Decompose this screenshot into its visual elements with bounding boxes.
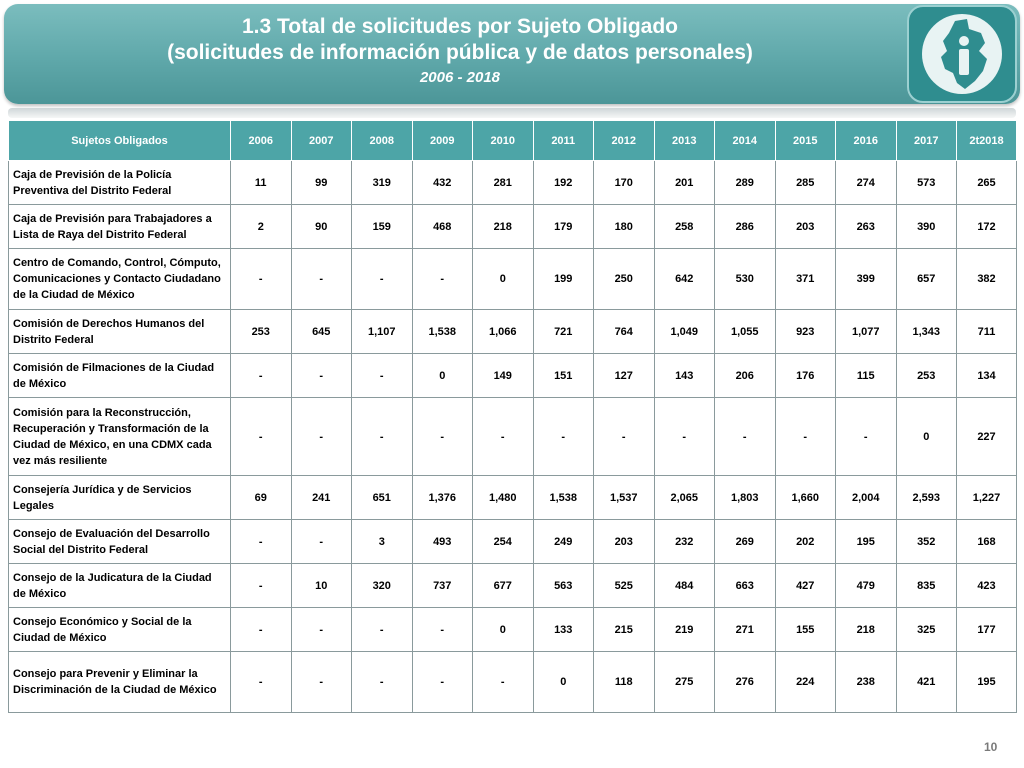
year-range: 2006 - 2018	[419, 69, 501, 86]
value-cell: 176	[775, 354, 836, 398]
value-cell: 1,660	[775, 476, 836, 520]
value-cell: 1,055	[715, 310, 776, 354]
value-cell: 0	[473, 249, 534, 310]
value-cell: 219	[654, 608, 715, 652]
value-cell: 1,049	[654, 310, 715, 354]
value-cell: -	[231, 652, 292, 713]
value-cell: 1,343	[896, 310, 957, 354]
subject-name-cell: Caja de Previsión de la Policía Preventiva del Distrito Federal	[9, 161, 231, 205]
table-row	[9, 354, 1017, 398]
table-row	[9, 476, 1017, 520]
value-cell: 421	[896, 652, 957, 713]
value-cell: 269	[715, 520, 776, 564]
table-header-row	[9, 121, 1017, 161]
subject-name-cell: Consejo de la Judicatura de la Ciudad de México	[9, 564, 231, 608]
value-cell: -	[352, 354, 413, 398]
table-row	[9, 608, 1017, 652]
value-cell: 563	[533, 564, 594, 608]
value-cell: -	[291, 652, 352, 713]
value-cell: 253	[231, 310, 292, 354]
value-cell: 172	[957, 205, 1017, 249]
table-row	[9, 205, 1017, 249]
value-cell: 0	[473, 608, 534, 652]
cdmx-transparency-logo-icon	[907, 5, 1017, 103]
value-cell: 651	[352, 476, 413, 520]
value-cell: 2	[231, 205, 292, 249]
table-row	[9, 310, 1017, 354]
value-cell: 1,077	[836, 310, 897, 354]
value-cell: -	[412, 249, 473, 310]
value-cell: 224	[775, 652, 836, 713]
value-cell: -	[594, 398, 655, 476]
value-cell: -	[352, 608, 413, 652]
value-cell: 835	[896, 564, 957, 608]
value-cell: 721	[533, 310, 594, 354]
value-cell: 265	[957, 161, 1017, 205]
table-row	[9, 161, 1017, 205]
value-cell: -	[291, 249, 352, 310]
value-cell: 1,066	[473, 310, 534, 354]
value-cell: 281	[473, 161, 534, 205]
value-cell: 271	[715, 608, 776, 652]
value-cell: 3	[352, 520, 413, 564]
value-cell: 427	[775, 564, 836, 608]
value-cell: -	[836, 398, 897, 476]
column-header-year: 2008	[352, 121, 413, 161]
value-cell: 250	[594, 249, 655, 310]
column-header-year: 2013	[654, 121, 715, 161]
table-row	[9, 398, 1017, 476]
value-cell: -	[715, 398, 776, 476]
value-cell: -	[231, 608, 292, 652]
table-row	[9, 652, 1017, 713]
value-cell: -	[231, 354, 292, 398]
value-cell: 195	[957, 652, 1017, 713]
value-cell: 203	[594, 520, 655, 564]
column-header-year: 2014	[715, 121, 776, 161]
value-cell: -	[533, 398, 594, 476]
value-cell: 232	[654, 520, 715, 564]
value-cell: 663	[715, 564, 776, 608]
table-row	[9, 249, 1017, 310]
value-cell: -	[291, 608, 352, 652]
value-cell: 249	[533, 520, 594, 564]
value-cell: 525	[594, 564, 655, 608]
value-cell: 118	[594, 652, 655, 713]
value-cell: 274	[836, 161, 897, 205]
table-row	[9, 520, 1017, 564]
subject-name-cell: Centro de Comando, Control, Cómputo, Comunicaciones y Contacto Ciudadano de la Ciudad de México	[9, 249, 231, 310]
value-cell: 127	[594, 354, 655, 398]
value-cell: 1,480	[473, 476, 534, 520]
value-cell: -	[654, 398, 715, 476]
value-cell: -	[352, 398, 413, 476]
value-cell: 206	[715, 354, 776, 398]
column-header-year: 2t2018	[957, 121, 1017, 161]
value-cell: -	[412, 398, 473, 476]
value-cell: 263	[836, 205, 897, 249]
value-cell: 423	[957, 564, 1017, 608]
value-cell: 179	[533, 205, 594, 249]
value-cell: 642	[654, 249, 715, 310]
value-cell: 133	[533, 608, 594, 652]
page-title: 1.3 Total de solicitudes por Sujeto Obligado	[242, 15, 678, 38]
value-cell: -	[231, 398, 292, 476]
value-cell: -	[291, 520, 352, 564]
value-cell: 573	[896, 161, 957, 205]
value-cell: 677	[473, 564, 534, 608]
column-header-year: 2010	[473, 121, 534, 161]
value-cell: 90	[291, 205, 352, 249]
value-cell: 0	[533, 652, 594, 713]
column-header-year: 2007	[291, 121, 352, 161]
value-cell: 202	[775, 520, 836, 564]
value-cell: 2,065	[654, 476, 715, 520]
value-cell: -	[231, 249, 292, 310]
value-cell: -	[775, 398, 836, 476]
value-cell: 99	[291, 161, 352, 205]
value-cell: 320	[352, 564, 413, 608]
value-cell: 399	[836, 249, 897, 310]
page-subtitle: (solicitudes de información pública y de datos personales)	[167, 41, 753, 64]
value-cell: 254	[473, 520, 534, 564]
subject-name-cell: Comisión de Derechos Humanos del Distrito Federal	[9, 310, 231, 354]
value-cell: -	[352, 652, 413, 713]
value-cell: 143	[654, 354, 715, 398]
value-cell: 170	[594, 161, 655, 205]
value-cell: -	[473, 652, 534, 713]
value-cell: 432	[412, 161, 473, 205]
table-body	[9, 161, 1017, 713]
value-cell: -	[352, 249, 413, 310]
value-cell: 764	[594, 310, 655, 354]
value-cell: 1,376	[412, 476, 473, 520]
subject-name-cell: Comisión para la Reconstrucción, Recuperación y Transformación de la Ciudad de México, en una CDMX cada vez más resiliente	[9, 398, 231, 476]
value-cell: 275	[654, 652, 715, 713]
value-cell: 215	[594, 608, 655, 652]
value-cell: 923	[775, 310, 836, 354]
value-cell: 151	[533, 354, 594, 398]
value-cell: 484	[654, 564, 715, 608]
value-cell: 10	[291, 564, 352, 608]
page-number: 10	[984, 740, 998, 754]
value-cell: 286	[715, 205, 776, 249]
value-cell: 134	[957, 354, 1017, 398]
value-cell: 493	[412, 520, 473, 564]
value-cell: 2,593	[896, 476, 957, 520]
value-cell: 115	[836, 354, 897, 398]
subject-name-cell: Consejería Jurídica y de Servicios Legales	[9, 476, 231, 520]
value-cell: 253	[896, 354, 957, 398]
value-cell: 1,227	[957, 476, 1017, 520]
value-cell: 1,537	[594, 476, 655, 520]
column-header-year: 2015	[775, 121, 836, 161]
banner-shadow	[8, 108, 1016, 118]
value-cell: 192	[533, 161, 594, 205]
value-cell: 289	[715, 161, 776, 205]
value-cell: 382	[957, 249, 1017, 310]
value-cell: 201	[654, 161, 715, 205]
column-header-year: 2009	[412, 121, 473, 161]
value-cell: 1,107	[352, 310, 413, 354]
value-cell: -	[412, 608, 473, 652]
column-header-year: 2006	[231, 121, 292, 161]
subject-name-cell: Consejo de Evaluación del Desarrollo Social del Distrito Federal	[9, 520, 231, 564]
column-header-year: 2017	[896, 121, 957, 161]
value-cell: 0	[412, 354, 473, 398]
value-cell: 11	[231, 161, 292, 205]
value-cell: 159	[352, 205, 413, 249]
subject-name-cell: Comisión de Filmaciones de la Ciudad de México	[9, 354, 231, 398]
value-cell: 238	[836, 652, 897, 713]
column-header-year: 2012	[594, 121, 655, 161]
value-cell: 657	[896, 249, 957, 310]
column-header-year: 2011	[533, 121, 594, 161]
value-cell: 0	[896, 398, 957, 476]
value-cell: 149	[473, 354, 534, 398]
value-cell: 711	[957, 310, 1017, 354]
value-cell: 203	[775, 205, 836, 249]
value-cell: 530	[715, 249, 776, 310]
value-cell: 645	[291, 310, 352, 354]
value-cell: -	[412, 652, 473, 713]
value-cell: -	[473, 398, 534, 476]
value-cell: 276	[715, 652, 776, 713]
subject-name-cell: Caja de Previsión para Trabajadores a Lista de Raya del Distrito Federal	[9, 205, 231, 249]
value-cell: 371	[775, 249, 836, 310]
value-cell: 319	[352, 161, 413, 205]
value-cell: -	[291, 354, 352, 398]
value-cell: 227	[957, 398, 1017, 476]
value-cell: 2,004	[836, 476, 897, 520]
value-cell: 180	[594, 205, 655, 249]
value-cell: 737	[412, 564, 473, 608]
value-cell: 69	[231, 476, 292, 520]
subject-name-cell: Consejo para Prevenir y Eliminar la Discriminación de la Ciudad de México	[9, 652, 231, 713]
value-cell: 195	[836, 520, 897, 564]
title-block	[10, 14, 910, 88]
value-cell: 1,803	[715, 476, 776, 520]
value-cell: -	[291, 398, 352, 476]
value-cell: 325	[896, 608, 957, 652]
value-cell: 285	[775, 161, 836, 205]
value-cell: 241	[291, 476, 352, 520]
value-cell: 479	[836, 564, 897, 608]
value-cell: -	[231, 564, 292, 608]
value-cell: 218	[836, 608, 897, 652]
value-cell: 155	[775, 608, 836, 652]
subject-name-cell: Consejo Económico y Social de la Ciudad de México	[9, 608, 231, 652]
value-cell: 1,538	[412, 310, 473, 354]
value-cell: 468	[412, 205, 473, 249]
table-row	[9, 564, 1017, 608]
value-cell: 168	[957, 520, 1017, 564]
value-cell: 390	[896, 205, 957, 249]
value-cell: 258	[654, 205, 715, 249]
requests-table	[8, 120, 1017, 713]
value-cell: 199	[533, 249, 594, 310]
value-cell: 352	[896, 520, 957, 564]
column-header-subject: Sujetos Obligados	[9, 121, 231, 161]
value-cell: 177	[957, 608, 1017, 652]
value-cell: 218	[473, 205, 534, 249]
column-header-year: 2016	[836, 121, 897, 161]
value-cell: 1,538	[533, 476, 594, 520]
value-cell: -	[231, 520, 292, 564]
